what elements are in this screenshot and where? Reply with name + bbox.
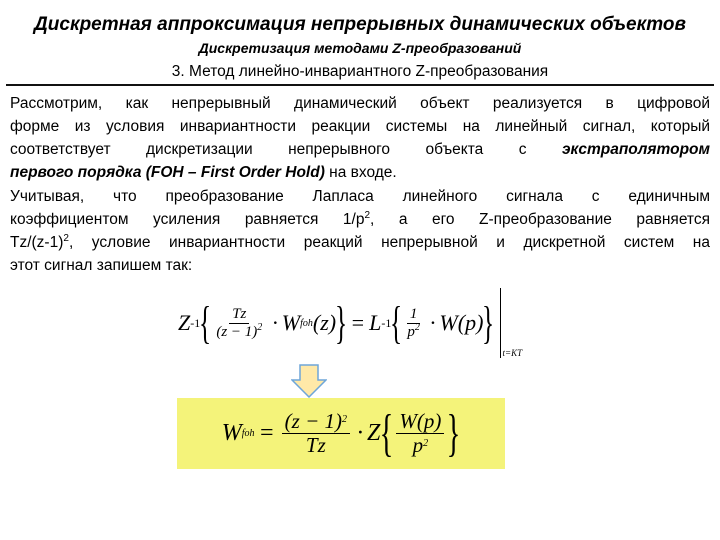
p2-l3a: Tz/(z-1) (10, 234, 64, 251)
result-fraction-2 (396, 410, 444, 457)
den2-sup: 2 (414, 321, 420, 333)
p2-l3b: , условие инвариантности реакций непрерывной и дискретной систем на (68, 234, 710, 251)
paragraph-1-line-3-text: соответствует дискретизации непрерывного объекта с (10, 141, 562, 158)
paragraph-1 (10, 92, 710, 184)
paragraph-2-line-3 (10, 231, 710, 254)
den1-base: (z − 1) (216, 323, 258, 340)
result-den2-base: p (412, 433, 424, 457)
result-fraction-1-numerator (282, 410, 350, 434)
paragraph-1-line-4-text: на входе. (324, 164, 397, 181)
paragraph-1-line-1: Рассмотрим, как непрерывный динамический объект реализуется в цифровой (10, 95, 710, 112)
method-heading: 3. Метод линейно-инвариантного Z-преобразования (171, 63, 549, 80)
paragraph-2-line-1: Учитывая, что преобразование Лапласа линейного сигнала с единичным (10, 188, 710, 205)
result-fraction-2-numerator: W(p) (396, 410, 444, 434)
result-den2-sup: 2 (423, 438, 429, 449)
paragraph-1-line-2: форме из условия инвариантности реакции системы на линейный сигнал, который (10, 118, 710, 135)
equals-sign: = (350, 310, 366, 335)
fraction-1-p2 (404, 306, 423, 340)
p2-l3-sup: 2 (63, 233, 69, 244)
p2-l2-sup: 2 (364, 210, 371, 221)
paragraph-2-line-2 (10, 208, 710, 231)
paragraph-1-line-3 (10, 138, 710, 161)
w-p: W (439, 310, 458, 335)
result-num1-base: (z − 1) (284, 408, 343, 433)
slide-title: Дискретная аппроксимация непрерывных динамических объектов (34, 14, 686, 35)
result-right-brace: } (446, 404, 461, 462)
l-inverse-superscript: -1 (381, 315, 392, 330)
invariance-equation (178, 286, 522, 360)
left-brace: { (199, 297, 212, 348)
w-foh: W (281, 310, 301, 335)
fraction-tz (213, 306, 265, 340)
heading-divider (6, 84, 714, 86)
fraction-tz-denominator (213, 321, 265, 341)
w-foh-arg: (z) (312, 310, 337, 335)
paragraph-2-line-4: этот сигнал запишем так: (10, 257, 193, 274)
den2-base: p (407, 323, 415, 340)
w-p-arg: (p) (457, 310, 484, 335)
evaluation-bar (500, 288, 501, 358)
slide-subtitle: Дискретизация методами Z-преобразований (198, 40, 522, 56)
right-brace: } (335, 297, 348, 348)
result-left-brace: { (379, 404, 394, 462)
w-foh-subscript: foh (300, 317, 313, 329)
z-operator: Z (178, 310, 191, 335)
l-operator: L (369, 310, 382, 335)
result-w: W (221, 420, 242, 446)
p2-l2b: , а его Z-преобразование равняется (370, 211, 710, 228)
inverse-superscript: -1 (190, 315, 201, 330)
den1-sup: 2 (257, 321, 263, 333)
result-highlight-box (177, 398, 505, 469)
result-fraction-1 (282, 410, 350, 457)
foh-term-part-1: экстраполятором (561, 141, 710, 158)
p2-l2a: коэффициентом усиления равняется 1/p (10, 211, 365, 228)
result-fraction-2-denominator (410, 434, 432, 457)
evaluation-subscript: t=KT (502, 348, 523, 358)
fraction-tz-numerator: Tz (229, 306, 249, 324)
foh-term-part-2: первого порядка (FOH – First Order Hold) (10, 164, 325, 181)
result-num1-sup: 2 (342, 413, 348, 425)
down-arrow-icon (291, 364, 327, 398)
fraction-1-numerator: 1 (407, 306, 421, 324)
result-equation (177, 398, 505, 469)
result-dot: · (357, 420, 364, 446)
paragraph-2 (10, 185, 710, 277)
result-equals: = (258, 420, 275, 446)
left-brace-2: { (390, 297, 403, 348)
multiply-dot-2: · (429, 310, 436, 335)
fraction-1-denominator (404, 321, 423, 341)
right-brace-2: } (482, 297, 495, 348)
result-fraction-1-denominator: Tz (305, 433, 326, 457)
multiply-dot: · (272, 310, 278, 335)
result-w-subscript: foh (241, 428, 255, 439)
result-z: Z (367, 420, 381, 446)
paragraph-1-line-4 (10, 161, 710, 184)
